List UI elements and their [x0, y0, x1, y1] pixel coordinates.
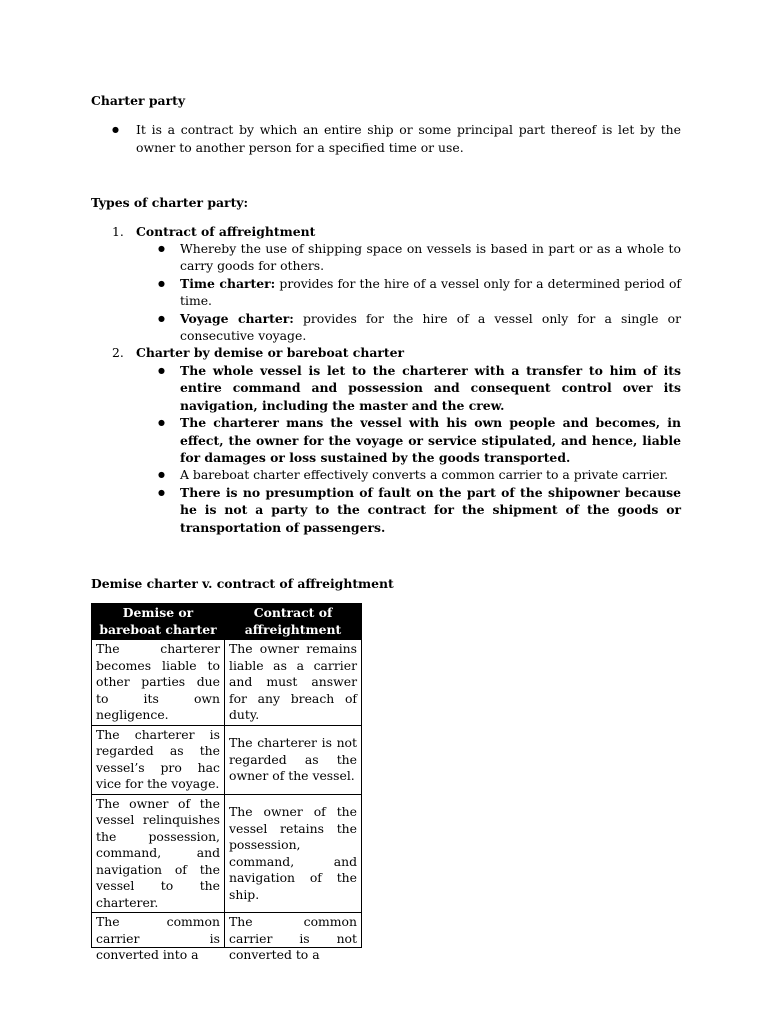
- section-heading-types: Types of charter party:: [91, 195, 249, 211]
- sub-bullets: [136, 240, 681, 344]
- table-cell: The owner remains liable as a carrier and must answer for any breach of duty.: [225, 640, 362, 726]
- table-cell: The charterer is not regarded as the owner of the vessel.: [225, 725, 362, 794]
- list-item: ● Whereby the use of shipping space on vessels is based in part or as a whole to carry goods for others.: [136, 240, 681, 275]
- table-cell: The charterer becomes liable to other parties due to its own negligence.: [92, 640, 225, 726]
- list-number: 1.: [112, 223, 124, 239]
- list-number: 2.: [112, 345, 124, 361]
- section-heading-comparison: Demise charter v. contract of affreightment: [91, 575, 394, 591]
- type-title: Contract of affreightment: [136, 223, 316, 239]
- sub-bullets: [136, 362, 681, 536]
- list-item: ● It is a contract by which an entire ship or some principal part thereof is let by the owner to another person for a specified time or use.: [91, 121, 681, 156]
- column-header-affreightment: Contract of affreightment: [225, 604, 362, 640]
- table-cell: The owner of the vessel relinquishes the possession, command, and navigation of the vessel to the charterer.: [92, 794, 225, 913]
- term-label: Time charter:: [180, 275, 276, 291]
- term-label: Voyage charter:: [180, 310, 294, 326]
- table-header-row: [92, 604, 362, 640]
- column-header-demise: Demise or bareboat charter: [92, 604, 225, 640]
- table-cell: The common carrier is converted into a: [92, 913, 225, 948]
- list-item: ● The charterer mans the vessel with his own people and becomes, in effect, the owner for the voyage or service stipulated, and hence, liable for damages or loss sustained by the goods transported.: [136, 414, 681, 466]
- list-item: ● Voyage charter: provides for the hire of a vessel only for a single or consecutive voyage.: [136, 310, 681, 345]
- table-cell: The owner of the vessel retains the possession, command, and navigation of the ship.: [225, 794, 362, 913]
- table-cell: The common carrier is not converted to a: [225, 913, 362, 948]
- type-item-charter-by-demise: [91, 344, 681, 535]
- table-cell: The charterer is regarded as the vessel’s pro hac vice for the voyage.: [92, 725, 225, 794]
- list-item: ● There is no presumption of fault on the part of the shipowner because he is not a party to the contract for the shipment of the goods or transportation of passengers.: [136, 484, 681, 536]
- comparison-table: [91, 603, 362, 963]
- type-item-contract-of-affreightment: [91, 223, 681, 345]
- table-row: [92, 725, 362, 794]
- section-heading-charter-party: Charter party: [91, 93, 186, 108]
- list-item: ● Time charter: provides for the hire of a vessel only for a determined period of time.: [136, 275, 681, 310]
- list-item: ● A bareboat charter effectively converts a common carrier to a private carrier.: [136, 466, 681, 483]
- types-list: [91, 223, 681, 536]
- document-page: [91, 92, 681, 963]
- table-row: [92, 913, 362, 948]
- charter-party-bullets: [91, 121, 681, 156]
- table-row: [92, 640, 362, 726]
- table-row: [92, 794, 362, 913]
- list-item: ● The whole vessel is let to the charterer with a transfer to him of its entire command and possession and consequent control over its navigation, including the master and the crew.: [136, 362, 681, 414]
- type-title: Charter by demise or bareboat charter: [136, 345, 405, 361]
